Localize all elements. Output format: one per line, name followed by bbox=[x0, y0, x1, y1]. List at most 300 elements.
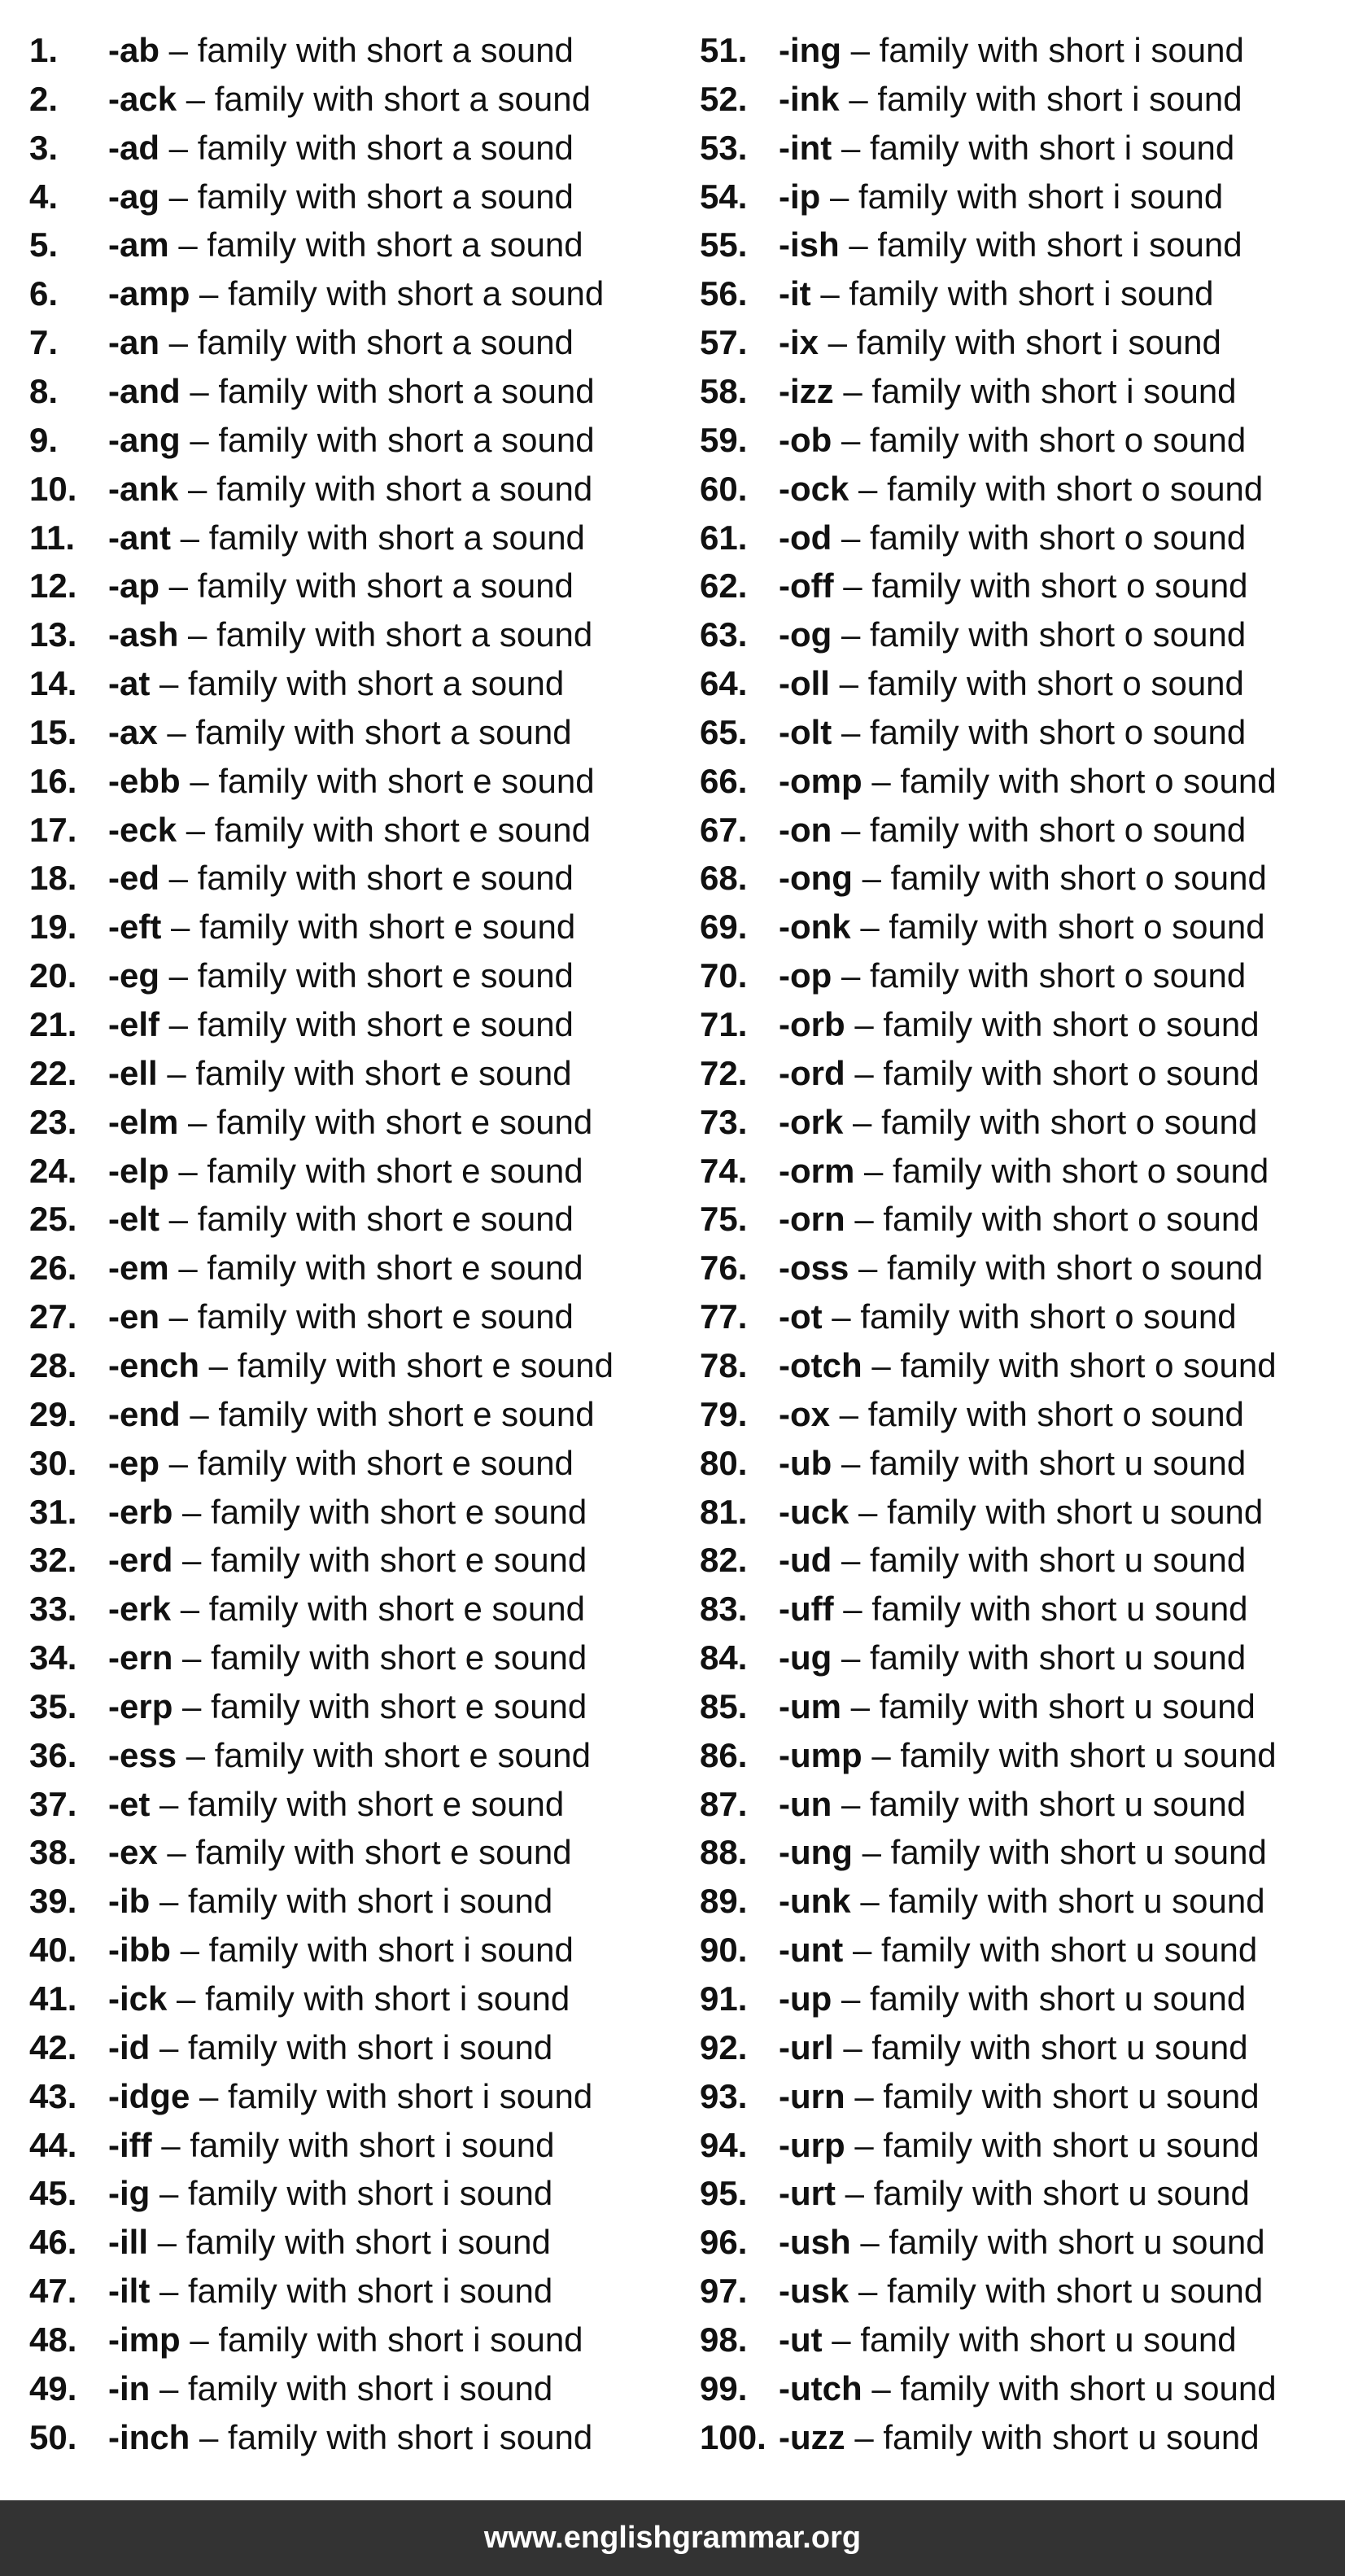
separator-dash: – bbox=[833, 371, 872, 410]
item-number: 56. bbox=[700, 274, 748, 313]
separator-dash: – bbox=[839, 225, 878, 265]
word-family-ending: -ern bbox=[108, 1638, 173, 1677]
word-family-ending: -uzz bbox=[779, 2417, 845, 2456]
item-number: 36. bbox=[29, 1735, 77, 1774]
separator-dash: – bbox=[148, 2223, 186, 2262]
separator-dash: – bbox=[845, 1200, 884, 1239]
word-family-ending: -urn bbox=[779, 2076, 845, 2115]
item-description: family with short e sound bbox=[211, 1638, 587, 1677]
list-item bbox=[700, 1975, 1246, 2023]
item-number: 34. bbox=[29, 1638, 77, 1677]
item-description: family with short i sound bbox=[849, 274, 1214, 313]
word-family-ending: -ink bbox=[779, 79, 840, 118]
item-number: 66. bbox=[700, 761, 748, 800]
list-item bbox=[29, 2072, 592, 2121]
list-item bbox=[700, 1098, 1257, 1147]
item-description: family with short a sound bbox=[214, 79, 591, 118]
list-item bbox=[29, 1536, 587, 1585]
separator-dash: – bbox=[172, 1492, 212, 1531]
word-family-ending: -omp bbox=[779, 761, 862, 800]
item-description: family with short u sound bbox=[887, 1492, 1264, 1531]
item-description: family with short o sound bbox=[889, 908, 1265, 947]
word-family-ending: -ug bbox=[779, 1638, 832, 1677]
item-description: family with short o sound bbox=[870, 615, 1247, 654]
list-item bbox=[700, 2169, 1250, 2218]
separator-dash: – bbox=[832, 1443, 870, 1482]
item-description: family with short o sound bbox=[887, 469, 1264, 508]
list-item bbox=[700, 562, 1248, 610]
item-description: family with short i sound bbox=[870, 128, 1235, 167]
word-family-ending: -ench bbox=[108, 1345, 200, 1384]
item-number: 6. bbox=[29, 274, 59, 313]
item-number: 38. bbox=[29, 1833, 77, 1872]
list-item bbox=[700, 1049, 1260, 1098]
item-description: family with short i sound bbox=[188, 2368, 553, 2408]
item-number: 84. bbox=[700, 1638, 748, 1677]
item-number: 80. bbox=[700, 1443, 748, 1482]
list-item bbox=[29, 1195, 574, 1244]
item-number: 46. bbox=[29, 2223, 77, 2262]
separator-dash: – bbox=[830, 1394, 868, 1433]
item-description: family with short e sound bbox=[197, 1200, 574, 1239]
item-number: 94. bbox=[700, 2125, 748, 2164]
list-item bbox=[700, 708, 1246, 757]
separator-dash: – bbox=[177, 1735, 215, 1774]
item-number: 4. bbox=[29, 177, 59, 216]
list-item bbox=[29, 1926, 574, 1975]
list-item bbox=[700, 367, 1237, 416]
word-family-ending: -ad bbox=[108, 128, 159, 167]
separator-dash: – bbox=[832, 810, 870, 849]
item-number: 45. bbox=[29, 2174, 77, 2213]
word-family-ending: -izz bbox=[779, 371, 834, 410]
item-description: family with short e sound bbox=[218, 1394, 595, 1433]
item-number: 60. bbox=[700, 469, 748, 508]
item-description: family with short u sound bbox=[889, 2223, 1265, 2262]
item-description: family with short e sound bbox=[211, 1492, 587, 1531]
item-description: family with short e sound bbox=[218, 761, 595, 800]
item-description: family with short i sound bbox=[228, 2417, 593, 2456]
list-item bbox=[29, 2023, 552, 2072]
item-number: 71. bbox=[700, 1005, 748, 1043]
list-item bbox=[29, 903, 575, 951]
item-number: 16. bbox=[29, 761, 77, 800]
word-family-ending: -ant bbox=[108, 518, 171, 557]
list-item bbox=[700, 1877, 1265, 1926]
item-number: 76. bbox=[700, 1249, 748, 1288]
list-item bbox=[29, 1439, 574, 1488]
item-description: family with short o sound bbox=[860, 1297, 1237, 1336]
list-item bbox=[700, 173, 1223, 221]
item-description: family with short u sound bbox=[890, 1833, 1267, 1872]
item-description: family with short u sound bbox=[883, 2076, 1260, 2115]
word-family-ending: -ell bbox=[108, 1053, 158, 1092]
item-number: 67. bbox=[700, 810, 748, 849]
list-item bbox=[29, 1341, 614, 1390]
separator-dash: – bbox=[159, 31, 198, 69]
item-number: 62. bbox=[700, 566, 748, 606]
item-number: 99. bbox=[700, 2368, 748, 2408]
word-family-ending: -ax bbox=[108, 712, 158, 751]
separator-dash: – bbox=[850, 908, 889, 947]
item-description: family with short u sound bbox=[881, 1931, 1258, 1970]
item-number: 63. bbox=[700, 615, 748, 654]
list-item bbox=[700, 416, 1246, 465]
list-item bbox=[29, 1098, 592, 1147]
separator-dash: – bbox=[159, 128, 198, 167]
word-family-ending: -ong bbox=[779, 859, 853, 898]
separator-dash: – bbox=[180, 371, 219, 410]
separator-dash: – bbox=[833, 566, 872, 606]
word-family-ending: -uck bbox=[779, 1492, 849, 1531]
list-item bbox=[29, 1488, 587, 1537]
list-item bbox=[29, 854, 574, 903]
item-description: family with short u sound bbox=[870, 1638, 1247, 1677]
word-family-ending: -og bbox=[779, 615, 832, 654]
separator-dash: – bbox=[843, 1102, 882, 1141]
item-description: family with short a sound bbox=[197, 566, 574, 606]
list-item bbox=[700, 1536, 1246, 1585]
word-family-ending: -erk bbox=[108, 1590, 172, 1629]
word-family-ending: -urt bbox=[779, 2174, 836, 2213]
separator-dash: – bbox=[832, 1979, 870, 2018]
list-item bbox=[29, 2267, 552, 2316]
item-description: family with short o sound bbox=[881, 1102, 1258, 1141]
list-item bbox=[700, 318, 1221, 367]
list-item bbox=[29, 2218, 551, 2267]
separator-dash: – bbox=[820, 177, 859, 216]
separator-dash: – bbox=[833, 1590, 872, 1629]
separator-dash: – bbox=[845, 2417, 884, 2456]
separator-dash: – bbox=[159, 1005, 198, 1043]
item-description: family with short e sound bbox=[195, 1053, 572, 1092]
list-item bbox=[700, 903, 1265, 951]
word-family-ending: -uff bbox=[779, 1590, 834, 1629]
word-family-ending: -ilt bbox=[108, 2272, 151, 2311]
footer-bar bbox=[0, 2500, 1345, 2576]
item-number: 49. bbox=[29, 2368, 77, 2408]
word-family-ending: -otch bbox=[779, 1345, 862, 1384]
list-item bbox=[29, 2121, 555, 2170]
separator-dash: – bbox=[835, 2174, 874, 2213]
separator-dash: – bbox=[180, 420, 219, 459]
word-family-ending: -orb bbox=[779, 1005, 845, 1043]
item-number: 89. bbox=[700, 1882, 748, 1921]
item-number: 30. bbox=[29, 1443, 77, 1482]
word-family-ending: -elf bbox=[108, 1005, 159, 1043]
separator-dash: – bbox=[150, 1784, 189, 1823]
list-item bbox=[29, 465, 592, 514]
separator-dash: – bbox=[190, 274, 229, 313]
list-item bbox=[700, 2316, 1237, 2364]
separator-dash: – bbox=[177, 810, 215, 849]
word-family-ending: -am bbox=[108, 225, 169, 265]
item-number: 92. bbox=[700, 2027, 748, 2066]
separator-dash: – bbox=[190, 2417, 229, 2456]
item-description: family with short e sound bbox=[208, 1590, 585, 1629]
item-number: 97. bbox=[700, 2272, 748, 2311]
separator-dash: – bbox=[850, 1882, 889, 1921]
list-item bbox=[29, 1780, 564, 1829]
separator-dash: – bbox=[854, 1151, 893, 1190]
item-number: 32. bbox=[29, 1541, 77, 1580]
word-family-ending: -utch bbox=[779, 2368, 862, 2408]
list-item bbox=[29, 1682, 587, 1731]
item-number: 47. bbox=[29, 2272, 77, 2311]
item-description: family with short u sound bbox=[883, 2417, 1260, 2456]
word-family-ending: -ump bbox=[779, 1735, 862, 1774]
word-family-ending: -ash bbox=[108, 615, 179, 654]
word-family-ending: -imp bbox=[108, 2320, 181, 2359]
word-family-ending: -eg bbox=[108, 956, 159, 995]
word-family-ending: -en bbox=[108, 1297, 159, 1336]
separator-dash: – bbox=[159, 1443, 198, 1482]
separator-dash: – bbox=[180, 1394, 219, 1433]
word-family-ending: -amp bbox=[108, 274, 190, 313]
item-description: family with short e sound bbox=[197, 859, 574, 898]
list-item bbox=[29, 1877, 552, 1926]
separator-dash: – bbox=[849, 1492, 888, 1531]
separator-dash: – bbox=[822, 1297, 861, 1336]
list-item bbox=[700, 514, 1246, 562]
item-number: 5. bbox=[29, 225, 59, 265]
list-item bbox=[29, 26, 574, 75]
item-description: family with short a sound bbox=[197, 177, 574, 216]
word-family-ending: -at bbox=[108, 664, 151, 703]
item-number: 90. bbox=[700, 1931, 748, 1970]
separator-dash: – bbox=[150, 2027, 189, 2066]
item-number: 28. bbox=[29, 1345, 77, 1384]
separator-dash: – bbox=[832, 518, 870, 557]
item-number: 79. bbox=[700, 1394, 748, 1433]
item-description: family with short o sound bbox=[870, 712, 1247, 751]
item-number: 1. bbox=[29, 31, 59, 69]
list-item bbox=[29, 2316, 583, 2364]
item-description: family with short u sound bbox=[870, 1979, 1247, 2018]
list-item bbox=[29, 659, 564, 708]
word-family-ending: -ank bbox=[108, 469, 179, 508]
item-description: family with short i sound bbox=[188, 2272, 553, 2311]
word-family-ending: -ub bbox=[779, 1443, 832, 1482]
list-item bbox=[700, 1488, 1263, 1537]
word-family-ending: -ep bbox=[108, 1443, 159, 1482]
item-number: 59. bbox=[700, 420, 748, 459]
word-family-ending: -idge bbox=[108, 2076, 190, 2115]
list-item bbox=[29, 1049, 572, 1098]
word-family-ending: -ox bbox=[779, 1394, 830, 1433]
list-item bbox=[29, 806, 591, 855]
separator-dash: – bbox=[845, 1005, 884, 1043]
word-family-ending: -it bbox=[779, 274, 811, 313]
list-item bbox=[29, 1975, 570, 2023]
separator-dash: – bbox=[150, 2174, 189, 2213]
separator-dash: – bbox=[168, 1249, 207, 1288]
item-description: family with short e sound bbox=[207, 1249, 583, 1288]
list-item bbox=[29, 1828, 572, 1877]
separator-dash: – bbox=[829, 664, 868, 703]
item-number: 2. bbox=[29, 79, 59, 118]
separator-dash: – bbox=[199, 1345, 238, 1384]
item-description: family with short o sound bbox=[871, 566, 1248, 606]
separator-dash: – bbox=[159, 1200, 198, 1239]
list-item bbox=[700, 1585, 1248, 1634]
list-item bbox=[700, 269, 1214, 318]
item-description: family with short e sound bbox=[214, 1735, 591, 1774]
item-number: 98. bbox=[700, 2320, 748, 2359]
word-family-ending: -ung bbox=[779, 1833, 853, 1872]
word-family-ending: -ix bbox=[779, 323, 819, 362]
list-item bbox=[700, 124, 1234, 173]
word-family-ending: -ork bbox=[779, 1102, 844, 1141]
item-description: family with short u sound bbox=[871, 2027, 1248, 2066]
item-description: family with short o sound bbox=[893, 1151, 1269, 1190]
item-number: 100. bbox=[700, 2417, 766, 2456]
separator-dash: – bbox=[157, 712, 196, 751]
item-description: family with short e sound bbox=[197, 1297, 574, 1336]
word-family-ending: -ig bbox=[108, 2174, 151, 2213]
separator-dash: – bbox=[832, 712, 870, 751]
item-description: family with short u sound bbox=[873, 2174, 1250, 2213]
item-description: family with short a sound bbox=[207, 225, 583, 265]
list-item bbox=[700, 1780, 1246, 1829]
separator-dash: – bbox=[178, 469, 217, 508]
word-family-ending: -usk bbox=[779, 2272, 849, 2311]
separator-dash: – bbox=[843, 1931, 881, 1970]
item-description: family with short o sound bbox=[870, 810, 1247, 849]
list-item bbox=[700, 854, 1267, 903]
separator-dash: – bbox=[159, 566, 198, 606]
separator-dash: – bbox=[151, 2125, 190, 2164]
list-item bbox=[29, 318, 574, 367]
item-description: family with short i sound bbox=[208, 1931, 574, 1970]
separator-dash: – bbox=[150, 664, 189, 703]
item-number: 58. bbox=[700, 371, 748, 410]
item-description: family with short a sound bbox=[195, 712, 572, 751]
item-number: 82. bbox=[700, 1541, 748, 1580]
list-item bbox=[29, 173, 574, 221]
item-description: family with short i sound bbox=[858, 177, 1224, 216]
word-family-ending: -iff bbox=[108, 2125, 152, 2164]
item-number: 17. bbox=[29, 810, 77, 849]
item-number: 72. bbox=[700, 1053, 748, 1092]
item-description: family with short e sound bbox=[197, 956, 574, 995]
word-family-ending: -end bbox=[108, 1394, 181, 1433]
item-description: family with short e sound bbox=[199, 908, 576, 947]
word-family-ending: -unt bbox=[779, 1931, 844, 1970]
list-item bbox=[700, 2072, 1260, 2121]
item-number: 96. bbox=[700, 2223, 748, 2262]
separator-dash: – bbox=[862, 2368, 901, 2408]
item-number: 37. bbox=[29, 1784, 77, 1823]
item-number: 33. bbox=[29, 1590, 77, 1629]
list-item bbox=[700, 465, 1263, 514]
word-family-ending: -ack bbox=[108, 79, 177, 118]
item-number: 43. bbox=[29, 2076, 77, 2115]
item-description: family with short i sound bbox=[228, 2076, 593, 2115]
word-family-ending: -ebb bbox=[108, 761, 181, 800]
item-number: 95. bbox=[700, 2174, 748, 2213]
item-number: 88. bbox=[700, 1833, 748, 1872]
word-family-ending: -urp bbox=[779, 2125, 845, 2164]
list-item bbox=[29, 1585, 585, 1634]
item-description: family with short e sound bbox=[207, 1151, 583, 1190]
item-description: family with short i sound bbox=[879, 31, 1244, 69]
separator-dash: – bbox=[850, 2223, 889, 2262]
item-number: 51. bbox=[700, 31, 748, 69]
item-description: family with short a sound bbox=[208, 518, 585, 557]
separator-dash: – bbox=[832, 615, 870, 654]
list-item bbox=[700, 1195, 1260, 1244]
word-family-ending: -ibb bbox=[108, 1931, 171, 1970]
separator-dash: – bbox=[832, 956, 870, 995]
word-family-ending: -ut bbox=[779, 2320, 823, 2359]
item-description: family with short i sound bbox=[190, 2125, 555, 2164]
word-family-ending: -elm bbox=[108, 1102, 179, 1141]
item-description: family with short i sound bbox=[186, 2223, 551, 2262]
word-family-ending: -ib bbox=[108, 1882, 151, 1921]
separator-dash: – bbox=[862, 1735, 901, 1774]
separator-dash: – bbox=[177, 79, 215, 118]
separator-dash: – bbox=[832, 1784, 870, 1823]
item-number: 18. bbox=[29, 859, 77, 898]
separator-dash: – bbox=[172, 1541, 212, 1580]
separator-dash: – bbox=[180, 761, 219, 800]
item-number: 52. bbox=[700, 79, 748, 118]
list-item bbox=[700, 1000, 1260, 1049]
separator-dash: – bbox=[178, 1102, 217, 1141]
separator-dash: – bbox=[190, 2076, 229, 2115]
item-number: 70. bbox=[700, 956, 748, 995]
list-item bbox=[29, 757, 595, 806]
item-description: family with short i sound bbox=[877, 225, 1242, 265]
separator-dash: – bbox=[849, 2272, 888, 2311]
item-description: family with short e sound bbox=[188, 1784, 565, 1823]
item-number: 39. bbox=[29, 1882, 77, 1921]
word-family-ending: -ud bbox=[779, 1541, 832, 1580]
list-item bbox=[29, 124, 574, 173]
item-number: 9. bbox=[29, 420, 59, 459]
separator-dash: – bbox=[810, 274, 849, 313]
separator-dash: – bbox=[852, 859, 891, 898]
word-family-ending: -eft bbox=[108, 908, 162, 947]
item-number: 26. bbox=[29, 1249, 77, 1288]
item-description: family with short u sound bbox=[889, 1882, 1265, 1921]
word-family-ending: -op bbox=[779, 956, 832, 995]
item-description: family with short o sound bbox=[900, 1345, 1277, 1384]
separator-dash: – bbox=[172, 1686, 212, 1725]
item-number: 25. bbox=[29, 1200, 77, 1239]
item-description: family with short a sound bbox=[197, 323, 574, 362]
separator-dash: – bbox=[159, 859, 198, 898]
separator-dash: – bbox=[168, 225, 207, 265]
separator-dash: – bbox=[845, 1053, 884, 1092]
item-number: 64. bbox=[700, 664, 748, 703]
item-description: family with short u sound bbox=[870, 1784, 1247, 1823]
list-item bbox=[29, 2169, 552, 2218]
separator-dash: – bbox=[157, 1053, 196, 1092]
word-family-ending: -ish bbox=[779, 225, 840, 265]
word-family-ending: -un bbox=[779, 1784, 832, 1823]
item-description: family with short u sound bbox=[900, 2368, 1277, 2408]
separator-dash: – bbox=[171, 1590, 209, 1629]
list-item bbox=[700, 1682, 1255, 1731]
item-number: 57. bbox=[700, 323, 748, 362]
item-description: family with short e sound bbox=[216, 1102, 593, 1141]
list-item bbox=[700, 1828, 1267, 1877]
word-family-ending: -olt bbox=[779, 712, 832, 751]
item-number: 69. bbox=[700, 908, 748, 947]
separator-dash: – bbox=[150, 2272, 189, 2311]
